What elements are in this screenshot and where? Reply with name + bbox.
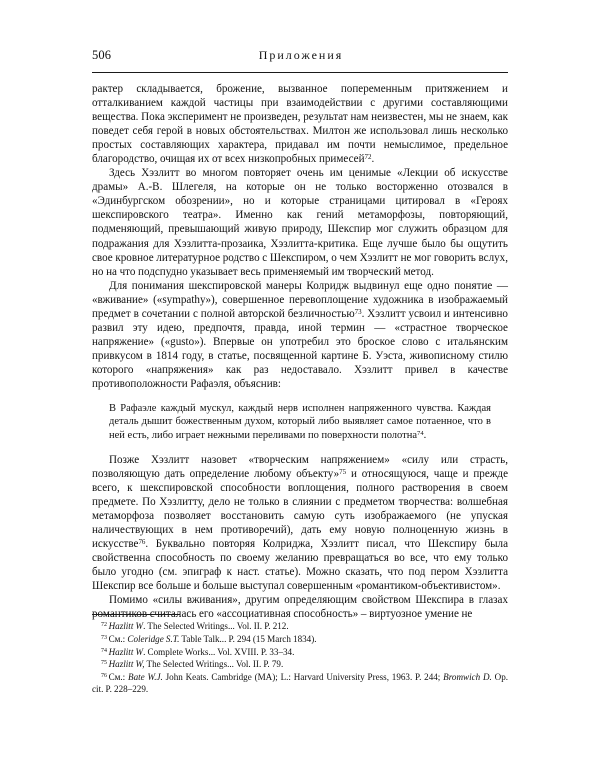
footnote-76-prefix: См.: <box>108 672 129 683</box>
footnote-75-text: The Selected Writings... Vol. II. P. 79. <box>144 659 284 670</box>
running-title: Приложения <box>258 48 344 62</box>
paragraph-4-head: Позже Хэзлитт назовет «творческим напряжением» «силу или страсть, позволяющую дать определение любому объекту» <box>92 453 508 480</box>
block-quote <box>92 402 491 443</box>
footnote-72-text: . The Selected Writings... Vol. II. P. 212. <box>143 621 289 631</box>
footnote-75 <box>92 658 508 670</box>
footnote-ref-76[interactable]: 76 <box>138 538 146 547</box>
block-quote-paragraph <box>109 402 491 443</box>
paragraph-3-tail: . Хэзлитт усвоил и интенсивно развил эту идею, предпочтя, правда, иной термин — «страстное творческое напряжение» («gusto»). Впервые он употребил это броское слово с итальянским привкусом в 1814 году, в статье, посвященной картине Б. Уэста, живописному стилю которого «напряжения» как раз недоставало. Хэзлитт привел в качестве противоположности Рафаэля, объяснив: <box>92 307 508 390</box>
footnote-divider <box>92 614 180 615</box>
footnote-76-text-2: Op. cit. P. 228–229. <box>92 672 509 695</box>
paragraph-5: Помимо «силы вживания», другим определяющим свойством Шекспира в глазах романтиков считалась его «ассоциативная способность» – виртуозное умение не <box>92 594 508 621</box>
footnote-76-author-2: Bromwich D. <box>443 672 492 683</box>
footnote-76-text: John Keats. Cambridge (MA); L.: Harvard University Press, 1963. P. 244; <box>162 672 444 683</box>
footnote-72 <box>92 620 508 632</box>
header-divider <box>92 72 508 73</box>
body-text <box>92 82 508 621</box>
footnote-72-author: Hazlitt W <box>108 621 144 631</box>
footnote-74-text: . Complete Works... Vol. XVIII. P. 33–34. <box>143 646 295 657</box>
block-quote-text: В Рафаэле каждый мускул, каждый нерв исполнен напряженного чувства. Каждая деталь дышит божественным духом, который либо выявляет самое потаенное, что в ней есть, либо играет нежными переливами по поверхности полотна <box>109 402 491 441</box>
footnote-ref-74[interactable]: 74 <box>417 429 424 437</box>
page-number: 506 <box>92 48 112 62</box>
paragraph-4 <box>92 453 508 593</box>
footnote-ref-73[interactable]: 73 <box>354 307 362 316</box>
footnote-74-author: Hazlitt W <box>108 646 144 657</box>
footnote-76-author: Bate W.J. <box>128 672 163 683</box>
footnote-73 <box>92 633 508 645</box>
footnote-74-marker: 74 <box>101 647 107 654</box>
footnote-75-marker: 75 <box>101 660 107 667</box>
footnote-76-marker: 76 <box>101 673 107 680</box>
footnote-72-marker: 72 <box>101 622 107 628</box>
footnote-73-text: Table Talk... P. 294 (15 March 1834). <box>179 633 317 644</box>
footnote-ref-72[interactable]: 72 <box>364 153 372 162</box>
footnote-74 <box>92 646 508 658</box>
block-quote-period: . <box>423 429 427 441</box>
paragraph-4-tail: . Буквально повторяя Колриджа, Хэзлитт писал, что Шекспиру была свойственна способность по своему желанию превращаться во все, что ему только было угодно (см. эпиграф к наст. статье). Можно сказать, что под пером Хэзлитта Шекспир все больше и больше выступал совершенным «романтиком-объективистом». <box>92 538 508 593</box>
paragraph-1-text: рактер складывается, брожение, вызванное попеременным притяжением и отталкиванием каждой частицы при взаимодействии с другими составляющими вещества. Пока эксперимент не произведен, результат нам неизвестен, мы не знаем, как поведет себя герой в новых обстоятельствах. Милтон же использовал лишь несколько простых составляющих характера, придавал им почти немыслимое, предельное благородство, очищая их от всех низкопробных примесей <box>92 83 508 166</box>
footnote-block <box>92 614 508 696</box>
footnote-73-author: Coleridge S.T. <box>127 633 180 644</box>
footnote-73-marker: 73 <box>101 634 107 641</box>
paragraph-4-mid: и относящуюся, чаще и прежде всего, к шекспировской способности воплощения, полного растворения в своем предмете. По Хэзлитту, дело не только в слиянии с предметом творчества: волшебная метаморфоза позволяет восстановить самую суть изображаемого (не упуская наличествующих в нем противоречий), дать ему новую полноценную жизнь в искусстве <box>92 467 508 551</box>
paragraph-2: Здесь Хэзлитт во многом повторяет очень им ценимые «Лекции об искусстве драмы» А.-В. Шлегеля, на которые он не только восторженно отозвался в «Эдинбургском обозрении», но и которые страницами цитировал в «Героях шекспировского театра». Именно как гений метаморфозы, повторяющий, подменяющий, превышающий живую природу, Шекспир мог служить образцом для подражания для Хэзлитта-прозаика, Хэзлитта-критика. Еще лучше было бы ощутить свое кровное литературное родство с Шекспиром, о чем Хэзлитт не мог говорить вслух, но на что подспудно указывает весь применяемый им творческий метод. <box>92 167 508 278</box>
page-text-column <box>92 48 508 621</box>
footnote-75-author: Hazlitt W, <box>108 659 145 670</box>
footnote-73-prefix: См.: <box>108 633 128 644</box>
paragraph-3 <box>92 279 508 391</box>
footnote-76 <box>92 671 508 696</box>
paragraph-1-period: . <box>371 153 375 166</box>
paragraph-3-head: Для понимания шекспировской манеры Колридж выдвинул еще одно понятие — «вживание» («sympathy»), совершенное перевоплощение художника в изображаемый предмет в сочетании с полной авторской безличностью <box>92 279 508 320</box>
paragraph-1 <box>92 82 508 166</box>
running-head <box>92 48 508 70</box>
footnote-ref-75[interactable]: 75 <box>339 467 347 476</box>
